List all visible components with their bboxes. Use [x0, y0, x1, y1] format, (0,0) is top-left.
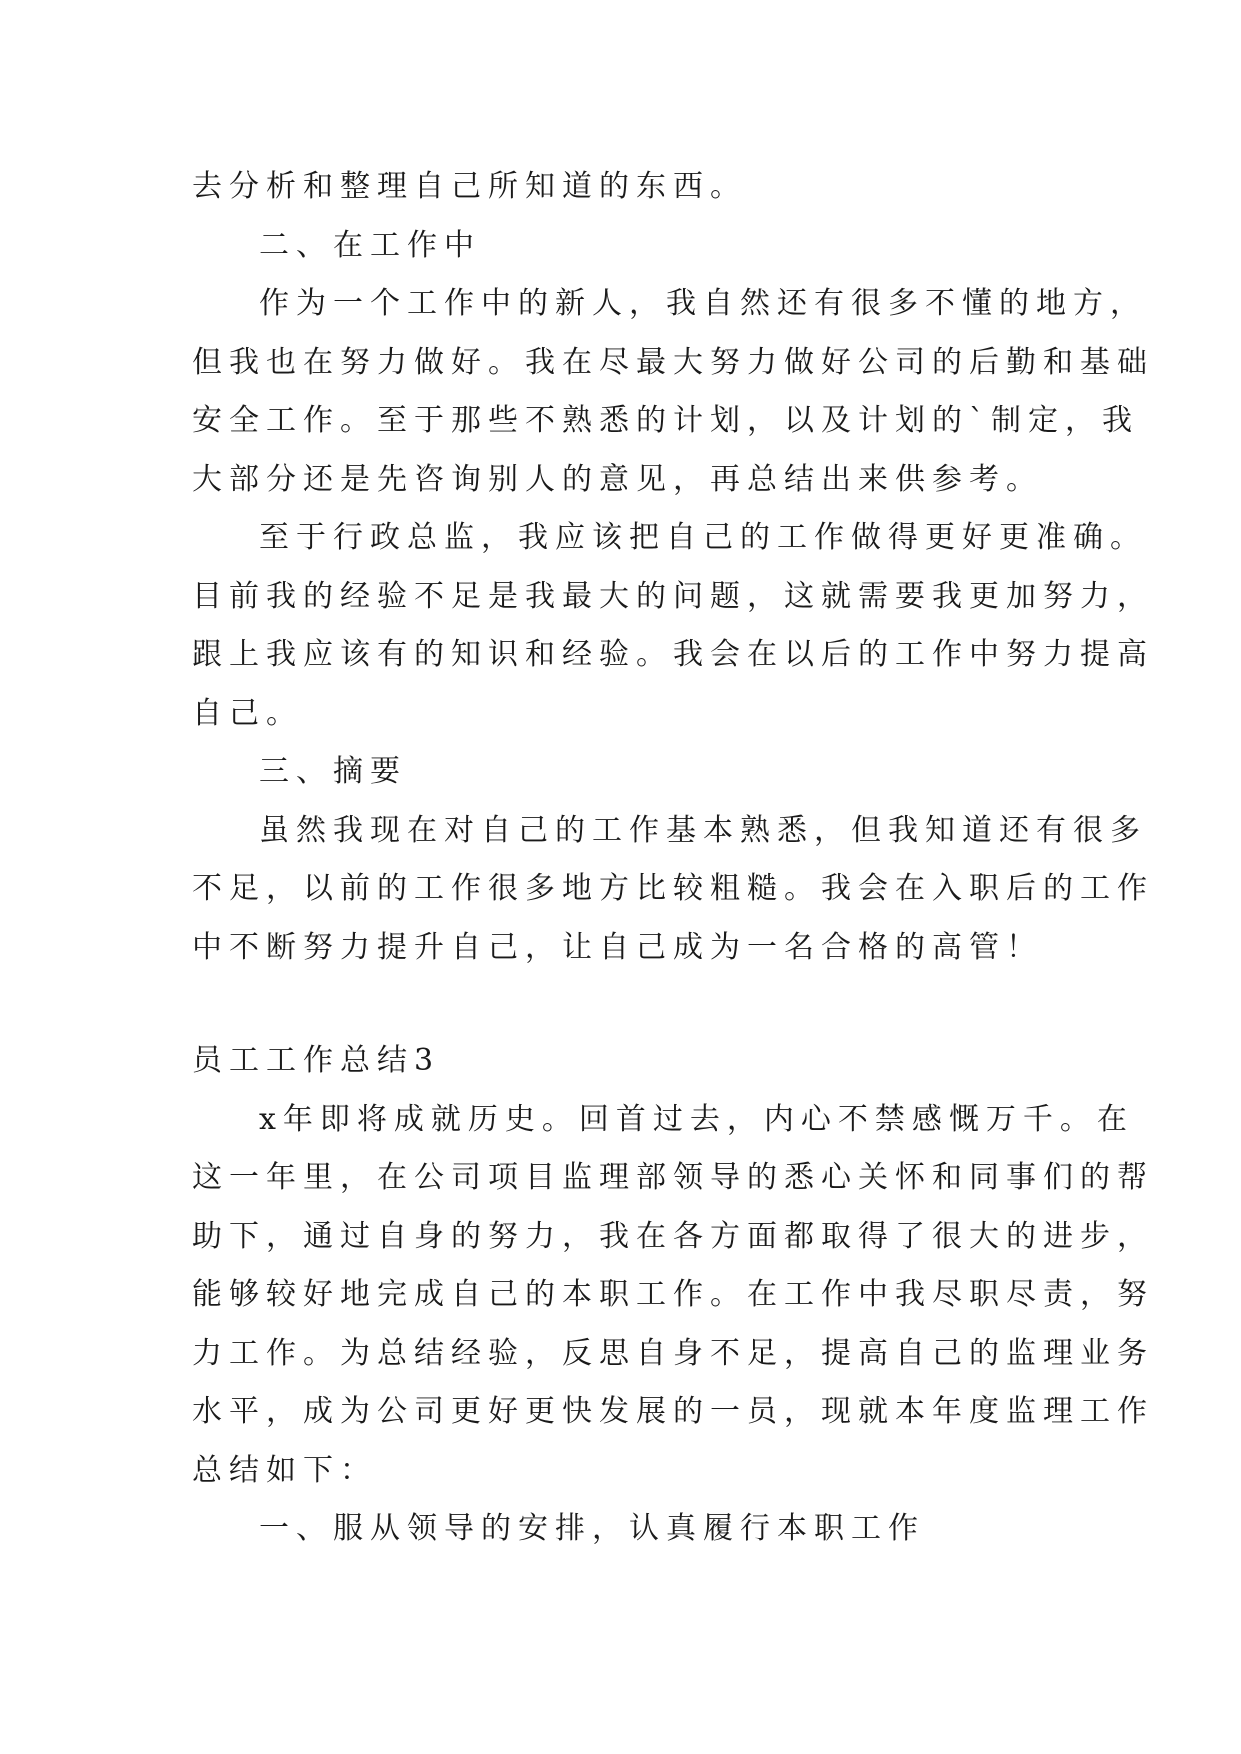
document-body [192, 158, 1154, 1559]
text-line: 不足，以前的工作很多地方比较粗糙。我会在入职后的工作 [192, 871, 1154, 906]
section-heading: 三、摘要 [259, 754, 407, 789]
paragraph-gap [192, 977, 1072, 1032]
text-line: 中不断努力提升自己，让自己成为一名合格的高管！ [192, 929, 1043, 965]
text-line: 大部分还是先咨询别人的意见，再总结出来供参考。 [192, 461, 1043, 497]
text-line: 总结如下： [192, 1452, 377, 1488]
text-line: 去分析和整理自己所知道的东西。 [192, 169, 747, 204]
text-line: 力工作。为总结经验，反思自身不足，提高自己的监理业务 [192, 1335, 1154, 1371]
text-line: 目前我的经验不足是我最大的问题，这就需要我更加努力， [192, 578, 1154, 614]
text-line: 虽然我现在对自己的工作基本熟悉，但我知道还有很多 [259, 812, 1147, 848]
text-line: 至于行政总监，我应该把自己的工作做得更好更准确。 [259, 520, 1147, 555]
text-line: 水平，成为公司更好更快发展的一员，现就本年度监理工作 [192, 1394, 1154, 1429]
text-line: 能够较好地完成自己的本职工作。在工作中我尽职尽责，努 [192, 1277, 1154, 1312]
document-title: 员工工作总结3 [192, 1043, 441, 1078]
section-heading: 二、在工作中 [259, 227, 481, 263]
text-line: 安全工作。至于那些不熟悉的计划，以及计划的`制定，我 [192, 403, 1139, 438]
text-line: 自己。 [192, 695, 303, 731]
text-line: 跟上我应该有的知识和经验。我会在以后的工作中努力提高 [192, 637, 1154, 672]
section-heading: 一、服从领导的安排，认真履行本职工作 [259, 1511, 925, 1546]
text-line: 这一年里，在公司项目监理部领导的悉心关怀和同事们的帮 [192, 1160, 1154, 1195]
text-line: 作为一个工作中的新人，我自然还有很多不懂的地方， [259, 286, 1147, 321]
text-line: 助下，通过自身的努力，我在各方面都取得了很大的进步， [192, 1218, 1154, 1254]
text-line: x年即将成就历史。回首过去，内心不禁感慨万千。在 [259, 1101, 1134, 1137]
text-line: 但我也在努力做好。我在尽最大努力做好公司的后勤和基础 [192, 344, 1154, 380]
